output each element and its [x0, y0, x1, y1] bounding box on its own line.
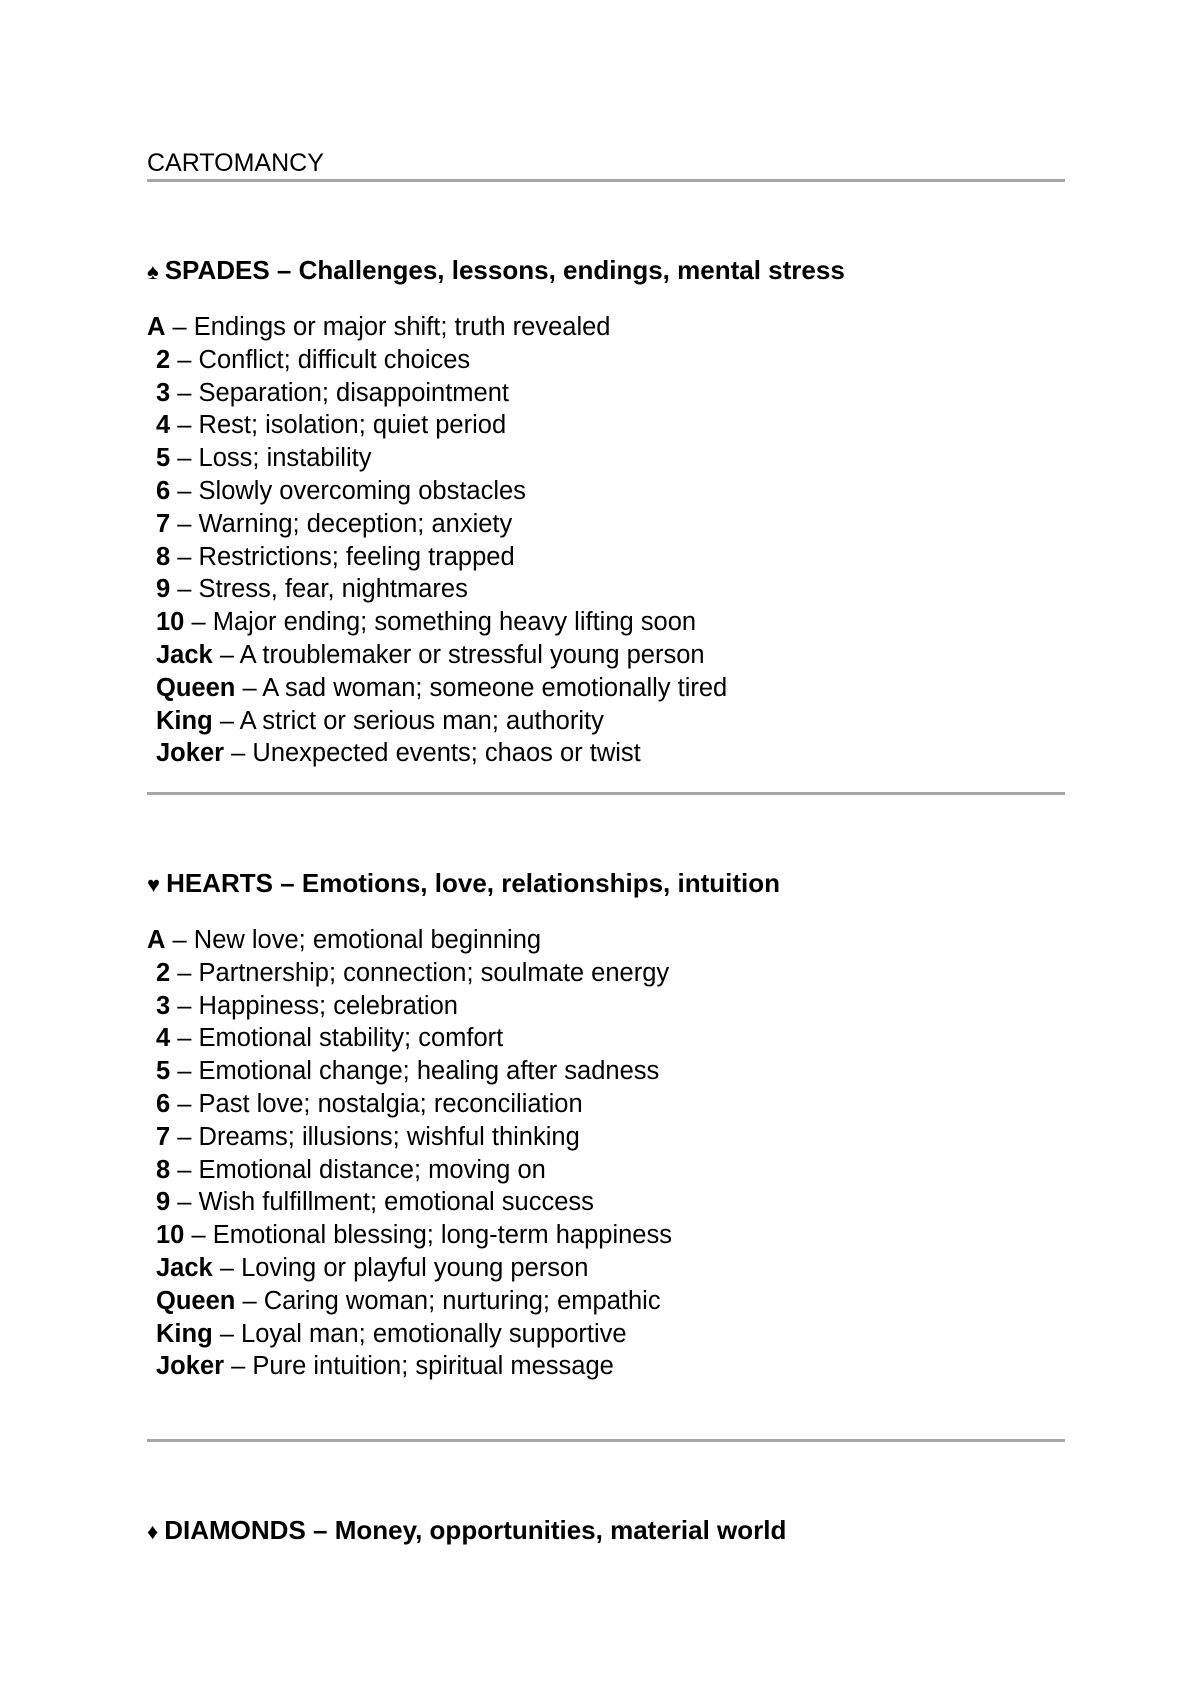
spades-section: [147, 255, 1065, 770]
card-meaning: – A strict or serious man; authority: [212, 706, 604, 735]
card-rank: 5: [156, 1057, 171, 1086]
list-item: [147, 672, 1065, 705]
card-rank: 6: [156, 1089, 171, 1118]
card-meaning: – Partnership; connection; soulmate energy: [170, 958, 670, 987]
diamonds-heading-text: DIAMONDS – Money, opportunities, material world: [164, 1515, 787, 1545]
card-meaning: – Separation; disappointment: [170, 378, 509, 407]
card-rank: 5: [156, 444, 171, 473]
card-rank: 7: [156, 509, 171, 538]
card-meaning: – Past love; nostalgia; reconciliation: [170, 1089, 583, 1118]
card-rank: Jack: [156, 640, 213, 669]
list-item: [147, 1154, 1065, 1187]
card-rank: 8: [156, 1155, 171, 1184]
list-item: [147, 1186, 1065, 1219]
card-meaning: – Wish fulfillment; emotional success: [170, 1188, 594, 1217]
card-rank: A: [147, 926, 166, 954]
card-rank: 3: [156, 991, 171, 1020]
list-item: [147, 1055, 1065, 1088]
card-rank: 9: [156, 1188, 171, 1217]
list-item: [147, 1022, 1065, 1055]
list-item: [147, 705, 1065, 738]
card-rank: 2: [156, 958, 171, 987]
list-item: [147, 1350, 1065, 1383]
card-meaning: – A troublemaker or stressful young person: [212, 640, 705, 669]
list-item: [147, 924, 1065, 957]
list-item: [147, 1252, 1065, 1285]
card-rank: King: [156, 1319, 213, 1348]
card-rank: Joker: [156, 1352, 225, 1381]
card-meaning: – New love; emotional beginning: [165, 926, 542, 954]
document-title: CARTOMANCY: [147, 149, 324, 177]
card-meaning: – Conflict; difficult choices: [170, 345, 471, 374]
list-item: [147, 377, 1065, 410]
hearts-card-list: [147, 924, 1065, 1383]
card-rank: Queen: [156, 1286, 236, 1315]
list-item: [147, 639, 1065, 672]
card-meaning: – Dreams; illusions; wishful thinking: [170, 1122, 580, 1151]
card-rank: King: [156, 706, 213, 735]
list-item: [147, 990, 1065, 1023]
card-meaning: – Rest; isolation; quiet period: [170, 411, 507, 440]
list-item: [147, 957, 1065, 990]
list-item: [147, 508, 1065, 541]
section-divider: [147, 792, 1065, 795]
list-item: [147, 475, 1065, 508]
card-meaning: – Loss; instability: [170, 444, 372, 473]
spades-card-list: [147, 311, 1065, 770]
card-rank: 4: [156, 1024, 171, 1053]
card-meaning: – Endings or major shift; truth revealed: [165, 313, 611, 341]
list-item: [147, 1088, 1065, 1121]
card-rank: 4: [156, 411, 171, 440]
spades-heading: [147, 255, 1065, 287]
card-rank: 7: [156, 1122, 171, 1151]
spade-icon: ♠: [147, 259, 159, 284]
heart-icon: ♥: [147, 872, 161, 897]
card-rank: Joker: [156, 739, 225, 768]
card-meaning: – Stress, fear, nightmares: [170, 575, 468, 604]
card-meaning: – Unexpected events; chaos or twist: [224, 739, 641, 768]
list-item: [147, 541, 1065, 574]
card-rank: 6: [156, 476, 171, 505]
card-meaning: – Slowly overcoming obstacles: [170, 476, 526, 505]
card-rank: Queen: [156, 673, 236, 702]
list-item: [147, 1318, 1065, 1351]
card-meaning: – Loving or playful young person: [212, 1253, 589, 1282]
card-meaning: – Restrictions; feeling trapped: [170, 542, 515, 571]
card-meaning: – Pure intuition; spiritual message: [224, 1352, 614, 1381]
diamond-icon: ♦: [147, 1519, 159, 1544]
card-rank: Jack: [156, 1253, 213, 1282]
card-rank: 9: [156, 575, 171, 604]
card-meaning: – Emotional stability; comfort: [170, 1024, 504, 1053]
list-item: [147, 1285, 1065, 1318]
card-rank: 10: [156, 608, 185, 637]
list-item: [147, 311, 1065, 344]
card-meaning: – Emotional change; healing after sadness: [170, 1057, 660, 1086]
card-meaning: – Warning; deception; anxiety: [170, 509, 513, 538]
card-rank: 3: [156, 378, 171, 407]
list-item: [147, 442, 1065, 475]
card-rank: A: [147, 313, 166, 341]
diamonds-heading: [147, 1515, 1065, 1547]
list-item: [147, 409, 1065, 442]
card-meaning: – Caring woman; nurturing; empathic: [235, 1286, 661, 1315]
list-item: [147, 737, 1065, 770]
hearts-section: [147, 868, 1065, 1383]
card-rank: 2: [156, 345, 171, 374]
card-meaning: – Emotional distance; moving on: [170, 1155, 546, 1184]
hearts-heading: [147, 868, 1065, 900]
hearts-heading-text: HEARTS – Emotions, love, relationships, intuition: [166, 868, 781, 898]
diamonds-section: [147, 1515, 1065, 1547]
card-meaning: – Happiness; celebration: [170, 991, 458, 1020]
card-meaning: – A sad woman; someone emotionally tired: [235, 673, 728, 702]
list-item: [147, 1219, 1065, 1252]
title-divider: [147, 179, 1065, 182]
card-rank: 10: [156, 1221, 185, 1250]
spades-heading-text: SPADES – Challenges, lessons, endings, mental stress: [164, 255, 845, 285]
section-divider: [147, 1439, 1065, 1442]
card-meaning: – Emotional blessing; long-term happiness: [184, 1221, 672, 1250]
list-item: [147, 573, 1065, 606]
card-meaning: – Major ending; something heavy lifting soon: [184, 608, 697, 637]
list-item: [147, 1121, 1065, 1154]
card-meaning: – Loyal man; emotionally supportive: [212, 1319, 627, 1348]
list-item: [147, 606, 1065, 639]
card-rank: 8: [156, 542, 171, 571]
list-item: [147, 344, 1065, 377]
